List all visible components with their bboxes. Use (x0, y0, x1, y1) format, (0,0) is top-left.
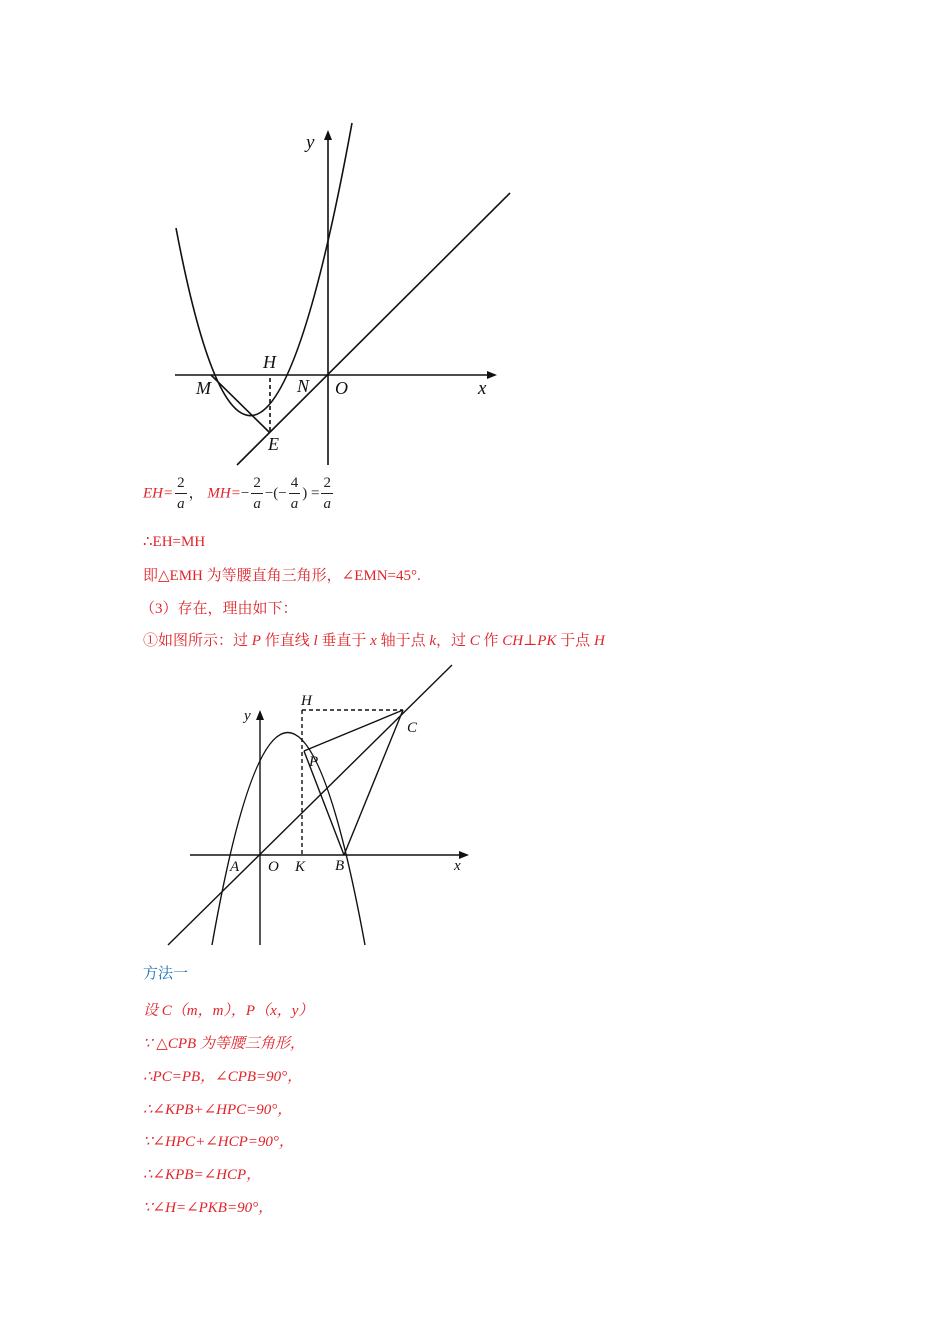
label-h: H (301, 693, 312, 709)
parabola (212, 733, 365, 946)
label-m: M (196, 378, 211, 398)
method-heading: 方法一 (143, 964, 189, 982)
line-therefore-eh-mh: ∴EH=MH (143, 534, 206, 550)
label-n: N (297, 376, 310, 396)
mh-label: MH= (207, 485, 241, 502)
label-x: x (478, 378, 487, 399)
equation-eh-mh: EH= $\frac{2}{a}$ ， MH=− $\frac{2}{a}$ −(− $\frac{4}{a}$ ) = $\frac{2}{a}$ (143, 475, 331, 512)
line-through-origin (237, 193, 510, 465)
label-y: y (244, 708, 251, 724)
figure-parabola-emh (0, 0, 950, 470)
fraction-2-over-a: $\frac{2}{a}$ (177, 475, 185, 512)
step-pc-eq-pb: ∴PC=PB，∠CPB=90°， (143, 1069, 303, 1085)
segment-cb (344, 710, 403, 855)
segment-me (211, 375, 270, 433)
label-h: H (263, 352, 276, 372)
label-o: O (335, 378, 348, 398)
fraction-4-over-a: $\frac{4}{a}$ (290, 475, 299, 512)
step-hpc-hcp: ∵∠HPC+∠HCP=90°， (143, 1134, 294, 1150)
step-isosceles: ∵ △CPB 为等腰三角形， (143, 1036, 305, 1052)
step-right-angles: ∵∠H=∠PKB=90°， (143, 1200, 274, 1216)
step-set-coordinates: 设 C（m，m），P（x，y） (143, 1003, 314, 1019)
label-c: C (407, 720, 418, 736)
fraction-2-over-a: $\frac{2}{a}$ (323, 475, 331, 512)
line-isosceles-right-triangle: 即△EMH 为等腰直角三角形，∠EMN=45°. (143, 568, 421, 584)
step-kpb-hpc: ∴∠KPB+∠HPC=90°， (143, 1102, 293, 1118)
label-a: A (230, 859, 240, 875)
figure-parabola-cpb (0, 650, 950, 950)
label-e: E (268, 434, 279, 454)
label-p: P (309, 754, 319, 770)
label-k: K (295, 859, 306, 875)
fraction-2-over-a: $\frac{2}{a}$ (253, 475, 261, 512)
eh-label: EH= (143, 485, 174, 502)
step-kpb-eq-hcp: ∴∠KPB=∠HCP， (143, 1167, 262, 1183)
label-x: x (454, 858, 461, 874)
line-construction: ①如图所示：过 P 作直线 l 垂直于 x 轴于点 k，过 C 作 CH⊥PK 于点 H (143, 633, 605, 649)
line-part3-exists: （3）存在，理由如下： (140, 601, 298, 617)
label-b: B (335, 858, 345, 874)
label-y: y (306, 132, 315, 153)
label-o: O (268, 859, 279, 875)
